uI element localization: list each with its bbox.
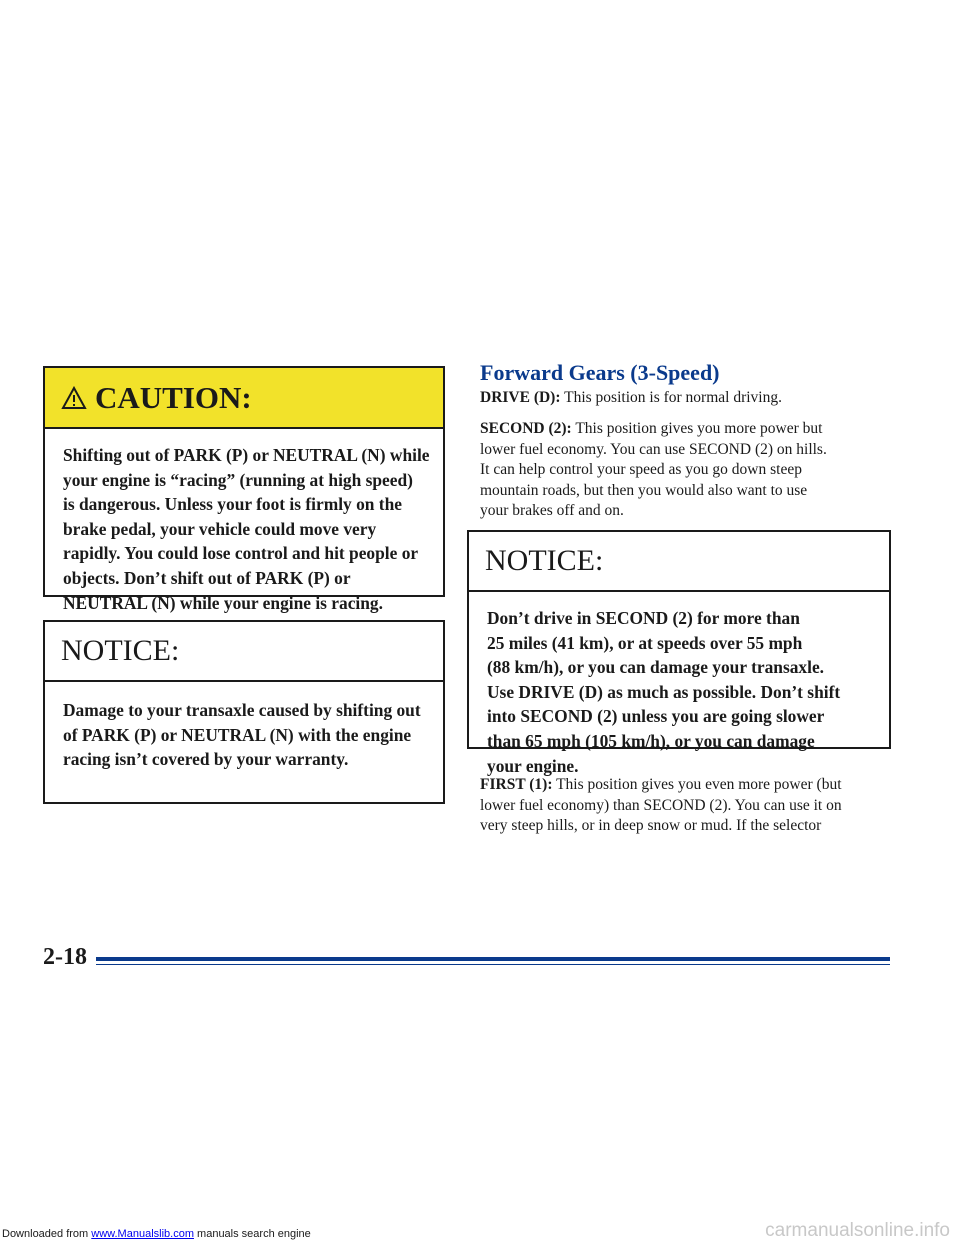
notice-line: than 65 mph (105 km/h), or you can damage — [487, 730, 815, 751]
second-line: mountain roads, but then you would also want to use — [480, 481, 808, 499]
section-heading: Forward Gears (3-Speed) — [480, 360, 720, 385]
second-line: your brakes off and on. — [480, 502, 624, 519]
notice-line: (88 km/h), or you can damage your transaxle. — [487, 657, 825, 678]
notice-line: into SECOND (2) unless you are going slower — [487, 706, 825, 727]
drive-term: DRIVE (D): — [480, 389, 561, 406]
second-term: SECOND (2): — [480, 420, 572, 437]
download-prefix: Downloaded from — [2, 1228, 92, 1240]
notice-line: Damage to your transaxle caused by shifting out — [63, 700, 421, 720]
notice-text — [45, 682, 443, 772]
caution-line: objects. Don’t shift out of PARK (P) or — [63, 567, 351, 588]
first-paragraph — [480, 775, 900, 837]
second-line: It can help control your speed as you go down steep — [480, 461, 802, 478]
notice-line: racing isn’t covered by your warranty. — [63, 749, 349, 770]
watermark: carmanualsonline.info — [765, 1220, 950, 1241]
caution-title: CAUTION: — [95, 379, 252, 415]
drive-text: This position is for normal driving. — [564, 389, 782, 406]
caution-box — [43, 366, 445, 613]
notice-line: Use DRIVE (D) as much as possible. Don’t shift — [487, 681, 841, 702]
warning-triangle-icon — [61, 386, 87, 410]
caution-line: NEUTRAL (N) while your engine is racing. — [63, 592, 383, 613]
notice-title: NOTICE: — [469, 532, 889, 592]
caution-line: is dangerous. Unless your foot is firmly on the — [63, 494, 402, 515]
download-note — [2, 1228, 311, 1240]
footer-rule — [96, 957, 890, 961]
caution-line: Shifting out of PARK (P) or NEUTRAL (N) while — [63, 445, 430, 465]
notice-line: 25 miles (41 km), or at speeds over 55 mph — [487, 632, 803, 653]
footer-rule-thin — [96, 964, 890, 965]
notice-title: NOTICE: — [45, 622, 443, 682]
caution-line: your engine is “racing” (running at high speed) — [63, 469, 413, 490]
drive-paragraph — [480, 388, 900, 409]
first-line: very steep hills, or in deep snow or mud. If the selector — [480, 817, 822, 834]
caution-header — [45, 368, 443, 429]
second-line: This position gives you more power but — [575, 420, 823, 437]
first-line: This position gives you even more power (but — [556, 776, 842, 793]
second-paragraph — [480, 419, 900, 522]
first-line: lower fuel economy) than SECOND (2). You can use it on — [480, 796, 842, 814]
second-line: lower fuel economy. You can use SECOND (2) on hills. — [480, 440, 827, 458]
notice-line: Don’t drive in SECOND (2) for more than — [487, 608, 800, 628]
first-term: FIRST (1): — [480, 776, 553, 793]
notice-box-left — [43, 620, 445, 804]
caution-line: brake pedal, your vehicle could move very — [63, 518, 377, 539]
manualslib-link[interactable]: www.Manualslib.com — [91, 1228, 194, 1240]
caution-text — [45, 429, 443, 615]
page-number: 2-18 — [43, 944, 87, 970]
notice-box-right — [467, 530, 891, 776]
caution-line: rapidly. You could lose control and hit people or — [63, 543, 419, 564]
notice-line: of PARK (P) or NEUTRAL (N) with the engine — [63, 724, 412, 745]
notice-text — [469, 592, 889, 778]
download-suffix: manuals search engine — [193, 1228, 311, 1240]
notice-line: your engine. — [487, 755, 579, 776]
